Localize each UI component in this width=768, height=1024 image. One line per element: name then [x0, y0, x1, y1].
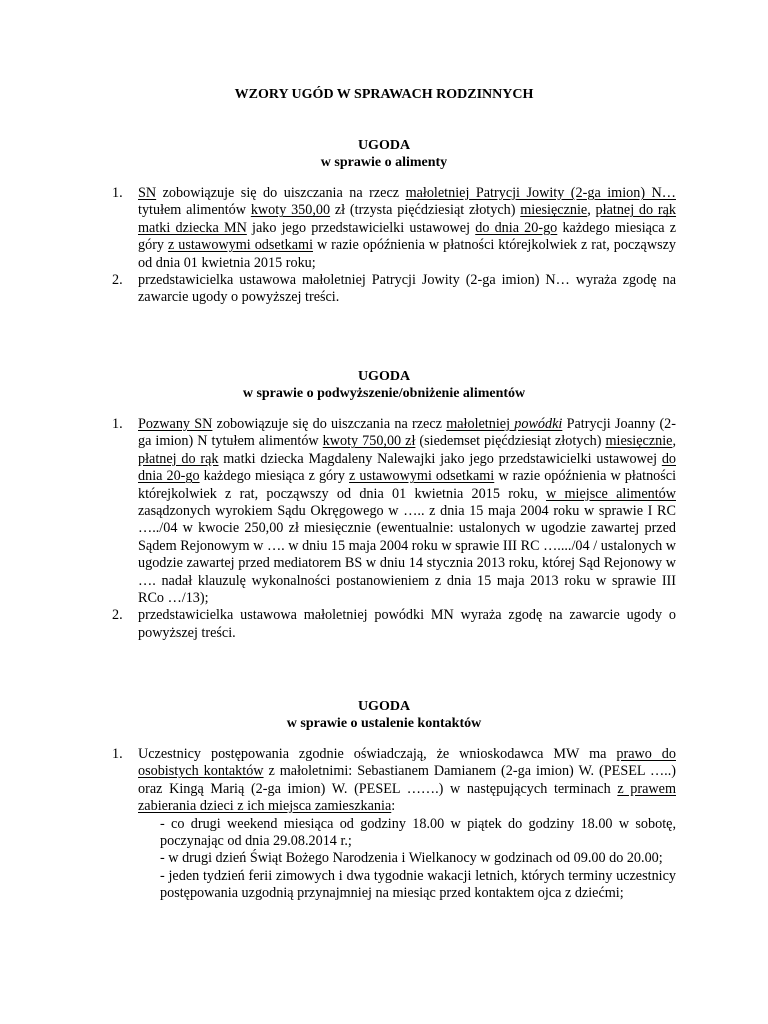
list-item [110, 746, 676, 903]
list-item [110, 272, 676, 307]
section-3-list [110, 746, 676, 903]
underlined-text: z ustawowymi odsetkami [167, 237, 314, 254]
sub-list-item: - jeden tydzień ferii zimowych i dwa tygodnie wakacji letnich, których terminy uczestnicy postępowania uzgodnią przynajmniej na miesiąc przed kontaktem ojca z dziećmi; [160, 867, 676, 902]
underlined-text: kwoty 350,00 [250, 202, 331, 219]
list-item-number: 1. [112, 746, 123, 762]
item-text: : [391, 798, 396, 815]
underlined-text: płatnej do rąk [138, 450, 219, 467]
item-text: zobowiązuje się do uiszczania na rzecz [156, 185, 406, 201]
underlined-text: SN [138, 185, 157, 201]
section-3-heading: UGODA [357, 699, 411, 714]
list-item-number: 1. [112, 185, 123, 201]
item-text: z małoletnimi: Sebastianem Damianem (2-ga imion) W. (PESEL …..) oraz Kingą Marią (2-ga imion) W. (PESEL …….) w następujących terminach [138, 763, 676, 797]
item-text: przedstawicielka ustawowa małoletniej Patrycji Jowity (2-ga imion) N… wyraża zgodę na zawarcie ugody o powyższej treści. [138, 272, 676, 306]
item-text: Uczestnicy postępowania zgodnie oświadczają, że wnioskodawca MW ma [138, 746, 617, 762]
sub-list [138, 816, 676, 903]
list-item-number: 2. [112, 607, 123, 624]
item-text: każdego miesiąca z góry [138, 219, 676, 254]
list-item [110, 416, 676, 607]
underlined-text: małoletniej [446, 416, 515, 432]
item-text: matki dziecka Magdaleny Nalewajki jako jego przedstawicielki ustawowej [218, 450, 662, 467]
underlined-text: do dnia 20-go [138, 450, 676, 485]
list-item-number: 1. [112, 416, 123, 432]
underlined-text: z ustawowymi odsetkami [349, 468, 495, 485]
underlined-text: Pozwany SN [138, 416, 213, 432]
list-item [110, 185, 676, 272]
underlined-text: małoletniej Patrycji Jowity (2-ga imion) N… [405, 185, 676, 201]
section-1-subheading: w sprawie o alimenty [320, 155, 448, 170]
item-text: przedstawicielka ustawowa małoletniej powódki MN wyraża zgodę na zawarcie ugody o powyższej treści. [138, 607, 676, 641]
underlined-text: prawo do osobistych kontaktów [138, 746, 676, 780]
item-text: (siedemset pięćdziesiąt złotych) [415, 433, 606, 450]
sub-list-item: - co drugi weekend miesiąca od godziny 18.00 w piątek do godziny 18.00 w sobotę, poczynając od dnia 29.08.2014 r.; [160, 815, 676, 850]
section-2-heading: UGODA [357, 369, 411, 384]
item-text: , [672, 433, 676, 450]
item-text: zasądzonych wyrokiem Sądu Okręgowego w ….. z dnia 15 maja 2004 roku w sprawie I RC …../04 w kwocie 250,00 zł miesięcznie (ewentualnie: ustalonych w ugodzie zawartej przed Sądem Rejonowym w …. w dniu 15 maja 2004 roku w sprawie III RC …..../04 / ustalonych w ugodzie zawartej przed mediatorem BS w dniu 14 stycznia 2013 roku, której Sąd Rejonowy w …. nadał klauzulę wykonalności postanowieniem z dnia 15 maja 2013 roku w sprawie III RCo …/13); [138, 503, 676, 607]
list-item-number: 2. [112, 272, 123, 289]
item-text: w razie opóźnienia w płatności którejkolwiek z rat, począwszy od dnia 01 kwietnia 2015 roku, [138, 468, 677, 502]
section-2-subheading: w sprawie o podwyższenie/obniżenie alimentów [242, 386, 526, 401]
item-text: każdego miesiąca z góry [199, 468, 350, 485]
underlined-text: miesięcznie [605, 433, 673, 450]
underlined-text: powódki [514, 416, 563, 432]
document-title: WZORY UGÓD W SPRAWACH RODZINNYCH [234, 87, 534, 102]
item-text: w razie opóźnienia w płatności którejkolwiek z rat, począwszy od dnia 01 kwietnia 2015 roku; [138, 237, 676, 271]
underlined-text: miesięcznie [520, 202, 588, 219]
underlined-text: kwoty 750,00 zł [322, 433, 416, 450]
item-text: tytułem alimentów [138, 202, 251, 219]
section-3-subheading: w sprawie o ustalenie kontaktów [286, 716, 482, 731]
list-item [110, 607, 676, 642]
underlined-text: płatnej do rąk matki dziecka MN [138, 202, 677, 236]
item-text: zł (trzysta pięćdziesiąt złotych) [330, 202, 521, 219]
item-text: zobowiązuje się do uiszczania na rzecz [212, 416, 447, 432]
item-text: , [587, 202, 596, 219]
underlined-text: z prawem zabierania dzieci z ich miejsca zamieszkania [138, 780, 676, 815]
underlined-text: do dnia 20-go [475, 219, 558, 236]
section-1-heading: UGODA [357, 138, 411, 153]
sub-list-item: - w drugi dzień Świąt Bożego Narodzenia i Wielkanocy w godzinach od 09.00 do 20.00; [160, 850, 663, 867]
underlined-text: w miejsce alimentów [546, 485, 676, 502]
item-text: Patrycji Joanny (2-ga imion) N tytułem alimentów [138, 416, 676, 450]
section-1-list [110, 185, 676, 307]
section-2-list [110, 416, 676, 642]
item-text: jako jego przedstawicielki ustawowej [246, 219, 476, 236]
